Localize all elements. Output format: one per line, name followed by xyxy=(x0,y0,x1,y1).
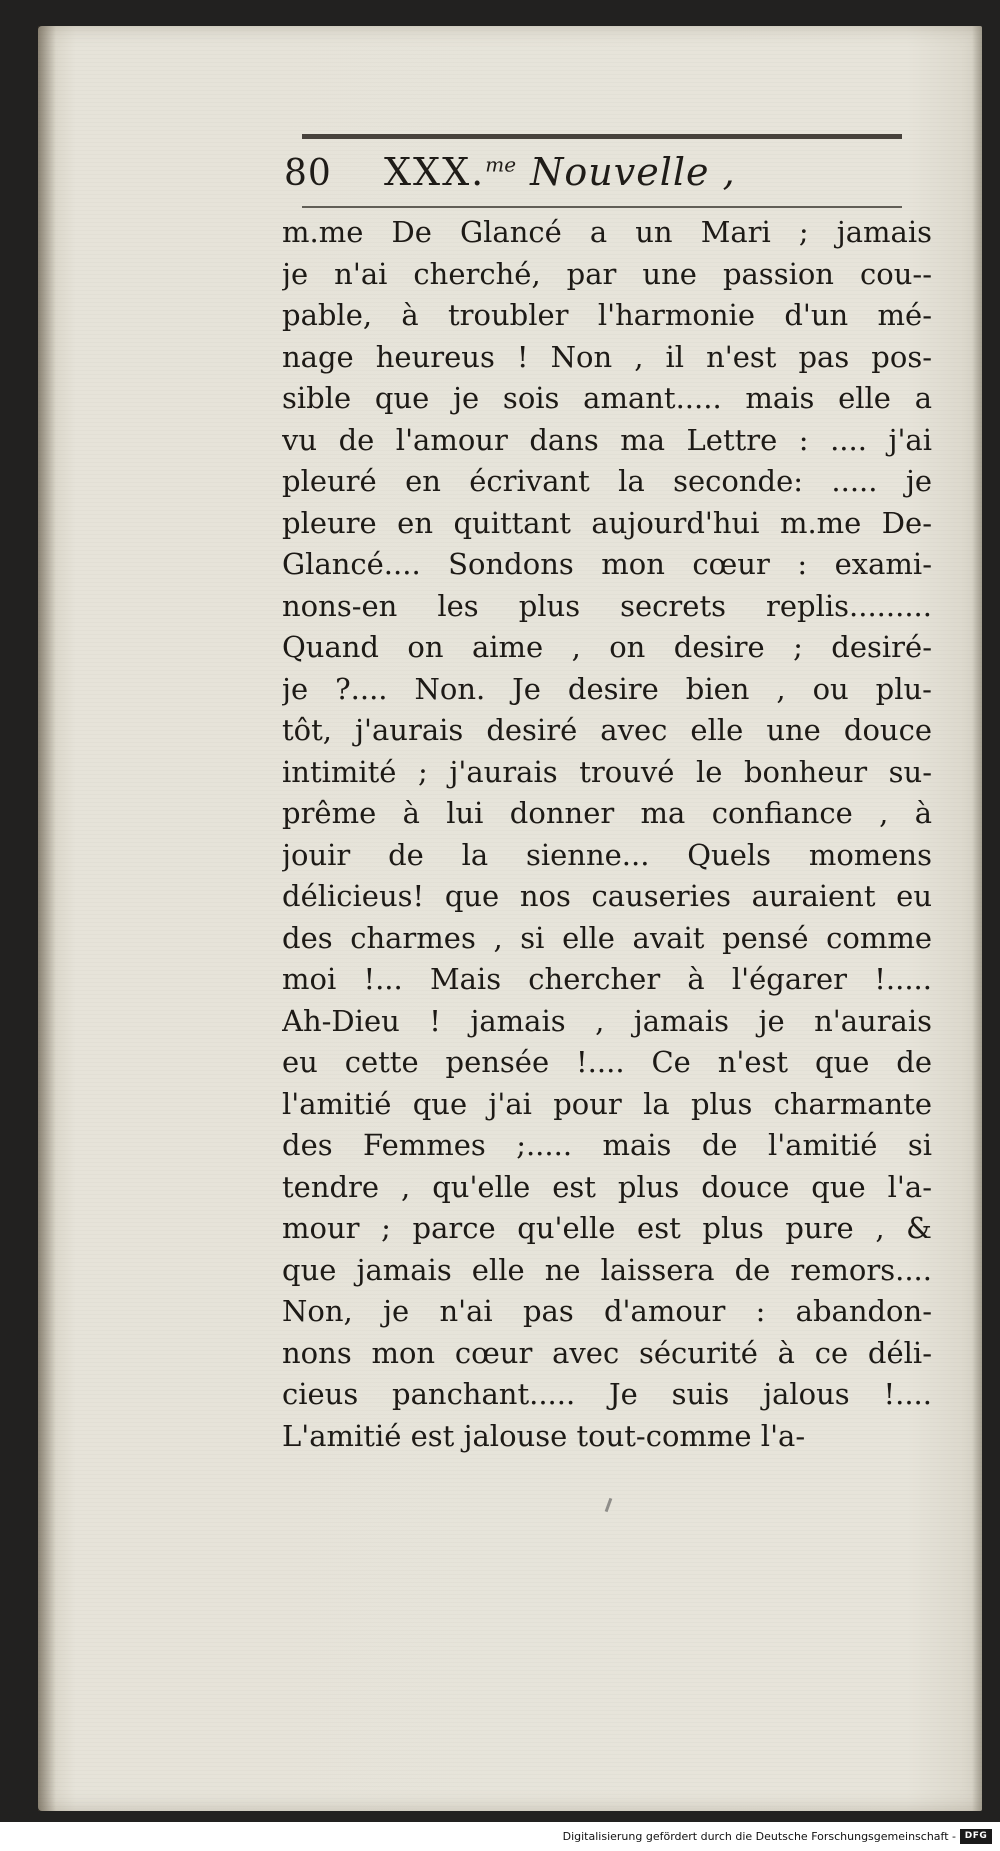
title-superscript: me xyxy=(485,152,517,177)
body-text xyxy=(282,212,932,1457)
text-line: pleure en quittant aujourd'hui m.me De- xyxy=(282,505,932,540)
header-rule-top xyxy=(302,134,902,139)
text-line: intimité ; j'aurais trouvé le bonheur su- xyxy=(282,754,932,789)
text-line: Quand on aime , on desire ; desiré- xyxy=(282,630,932,664)
text-line: eu cette pensée !.... Ce n'est que de xyxy=(282,1045,932,1079)
text-line: délicieus! que nos causeries auraient eu xyxy=(282,879,932,913)
text-line: Non, je n'ai pas d'amour : abandon- xyxy=(282,1294,932,1328)
dfg-logo: DFG xyxy=(960,1829,992,1844)
text-line: nage heureus ! Non , il n'est pas pos- xyxy=(282,339,932,374)
title-numeral: XXX. xyxy=(384,150,486,194)
text-line: que jamais elle ne laissera de remors.... xyxy=(282,1252,932,1287)
text-line: sible que je sois amant..... mais elle a xyxy=(282,381,932,415)
text-line: pable, à troubler l'harmonie d'un mé- xyxy=(282,298,932,332)
text-line: l'amitié que j'ai pour la plus charmante xyxy=(282,1086,932,1121)
text-line: mour ; parce qu'elle est plus pure , & xyxy=(282,1211,932,1245)
spine-shadow xyxy=(38,26,56,1811)
text-line: nons mon cœur avec sécurité à ce déli- xyxy=(282,1335,932,1370)
text-line: des Femmes ;..... mais de l'amitié si xyxy=(282,1128,932,1162)
funding-credit: Digitalisierung gefördert durch die Deutsche Forschungsgemeinschaft - xyxy=(562,1830,956,1843)
text-line: Glancé.... Sondons mon cœur : exami- xyxy=(282,547,932,581)
title-word: Nouvelle , xyxy=(530,150,736,194)
page-edge xyxy=(972,26,982,1811)
text-line: des charmes , si elle avait pensé comme xyxy=(282,920,932,955)
text-line: L'amitié est jalouse tout-comme l'a- xyxy=(282,1418,806,1453)
header-rule-bottom xyxy=(302,206,902,208)
text-line: moi !... Mais chercher à l'égarer !..... xyxy=(282,962,932,996)
page-number: 80 xyxy=(284,153,332,194)
running-head xyxy=(284,150,924,210)
text-line: vu de l'amour dans ma Lettre : .... j'ai xyxy=(282,422,932,457)
text-line: tendre , qu'elle est plus douce que l'a- xyxy=(282,1169,932,1204)
text-line: m.me De Glancé a un Mari ; jamais xyxy=(282,215,932,249)
text-line: nons-en les plus secrets replis......... xyxy=(282,588,932,623)
text-line: tôt, j'aurais desiré avec elle une douce xyxy=(282,713,932,747)
running-title xyxy=(384,150,736,194)
text-line: jouir de la sienne... Quels momens xyxy=(282,837,932,872)
text-line: Ah-Dieu ! jamais , jamais je n'aurais xyxy=(282,1003,932,1038)
text-line: je n'ai cherché, par une passion cou-- xyxy=(282,256,932,291)
text-line: je ?.... Non. Je desire bien , ou plu- xyxy=(282,671,932,706)
text-line: pleuré en écrivant la seconde: ..... je xyxy=(282,464,932,498)
text-line: prême à lui donner ma confiance , à xyxy=(282,796,932,830)
text-line: cieus panchant..... Je suis jalous !.... xyxy=(282,1377,932,1411)
